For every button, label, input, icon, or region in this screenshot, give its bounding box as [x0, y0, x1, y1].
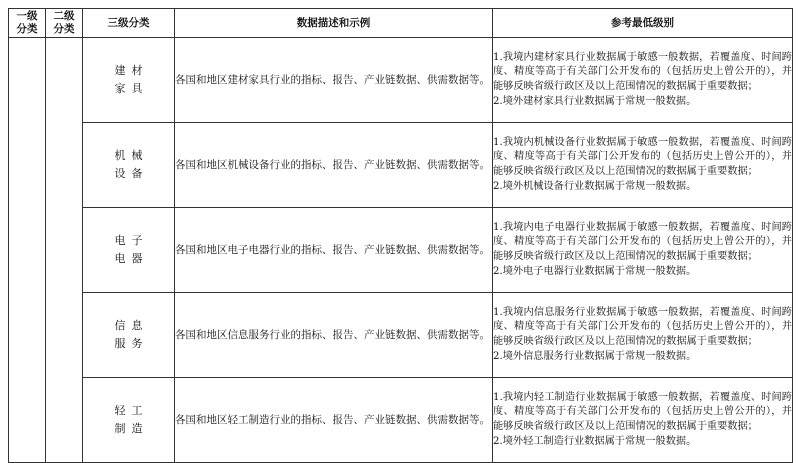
header-level1: [9, 9, 46, 38]
category-line: 建材: [114, 64, 149, 77]
table-row: [9, 293, 793, 378]
category-cell: [83, 293, 175, 378]
description-cell: 各国和地区建材家具行业的指标、报告、产业链数据、供需数据等。: [175, 38, 493, 123]
category-line: 信息: [114, 319, 149, 332]
min-level-item: 1.我境内建材家具行业数据属于敏感一般数据，若覆盖度、时间跨度、精度等高于有关部门公开发布的（包括历史上曾公开的），并能够反映省级行政区及以上范围情况的数据属于重要数据；: [493, 51, 792, 92]
level2-cell: [46, 38, 83, 463]
description-cell: 各国和地区信息服务行业的指标、报告、产业链数据、供需数据等。: [175, 293, 493, 378]
category-line: 服务: [114, 337, 149, 350]
category-line: 电子: [114, 234, 149, 247]
header-level2-label: 二级 分类: [53, 10, 75, 35]
category-cell: [83, 208, 175, 293]
min-level-cell: [493, 208, 793, 293]
level1-cell: [9, 38, 46, 463]
min-level-item: 2.境外建材家具行业数据属于常规一般数据。: [493, 95, 697, 107]
description-cell: 各国和地区轻工制造行业的指标、报告、产业链数据、供需数据等。: [175, 378, 493, 463]
table-row: [9, 38, 793, 123]
header-description: 数据描述和示例: [175, 9, 493, 38]
category-cell: [83, 378, 175, 463]
description-cell: 各国和地区电子电器行业的指标、报告、产业链数据、供需数据等。: [175, 208, 493, 293]
category-line: 家具: [114, 82, 149, 95]
category-line: 设备: [114, 167, 149, 180]
header-min-level: 参考最低级别: [493, 9, 793, 38]
min-level-item: 1.我境内电子电器行业数据属于敏感一般数据，若覆盖度、时间跨度、精度等高于有关部门公开发布的（包括历史上曾公开的），并能够反映省级行政区及以上范围情况的数据属于重要数据；: [493, 221, 792, 262]
table-row: [9, 378, 793, 463]
header-level1-label: 一级 分类: [16, 10, 38, 35]
min-level-cell: [493, 123, 793, 208]
category-line: 机械: [114, 149, 149, 162]
table-row: [9, 208, 793, 293]
category-line: 轻工: [114, 404, 149, 417]
classification-table: [8, 8, 793, 463]
min-level-item: 1.我境内机械设备行业数据属于敏感一般数据，若覆盖度、时间跨度、精度等高于有关部门公开发布的（包括历史上曾公开的），并能够反映省级行政区及以上范围情况的数据属于重要数据；: [493, 136, 792, 177]
header-row: [9, 9, 793, 38]
min-level-item: 2.境外电子电器行业数据属于常规一般数据。: [493, 265, 697, 277]
table-row: [9, 123, 793, 208]
description-cell: 各国和地区机械设备行业的指标、报告、产业链数据、供需数据等。: [175, 123, 493, 208]
min-level-item: 1.我境内信息服务行业数据属于敏感一般数据，若覆盖度、时间跨度、精度等高于有关部门公开发布的（包括历史上曾公开的），并能够反映省级行政区及以上范围情况的数据属于重要数据；: [493, 306, 792, 347]
min-level-item: 2.境外轻工制造行业数据属于常规一般数据。: [493, 435, 697, 447]
min-level-cell: [493, 378, 793, 463]
category-cell: [83, 123, 175, 208]
min-level-item: 1.我境内轻工制造行业数据属于敏感一般数据，若覆盖度、时间跨度、精度等高于有关部门公开发布的（包括历史上曾公开的），并能够反映省级行政区及以上范围情况的数据属于重要数据；: [493, 391, 792, 432]
category-cell: [83, 38, 175, 123]
min-level-item: 2.境外信息服务行业数据属于常规一般数据。: [493, 350, 697, 362]
min-level-cell: [493, 293, 793, 378]
header-level3: 三级分类: [83, 9, 175, 38]
category-line: 制造: [114, 422, 149, 435]
min-level-cell: [493, 38, 793, 123]
header-level2: [46, 9, 83, 38]
min-level-item: 2.境外机械设备行业数据属于常规一般数据。: [493, 180, 697, 192]
category-line: 电器: [114, 252, 149, 265]
